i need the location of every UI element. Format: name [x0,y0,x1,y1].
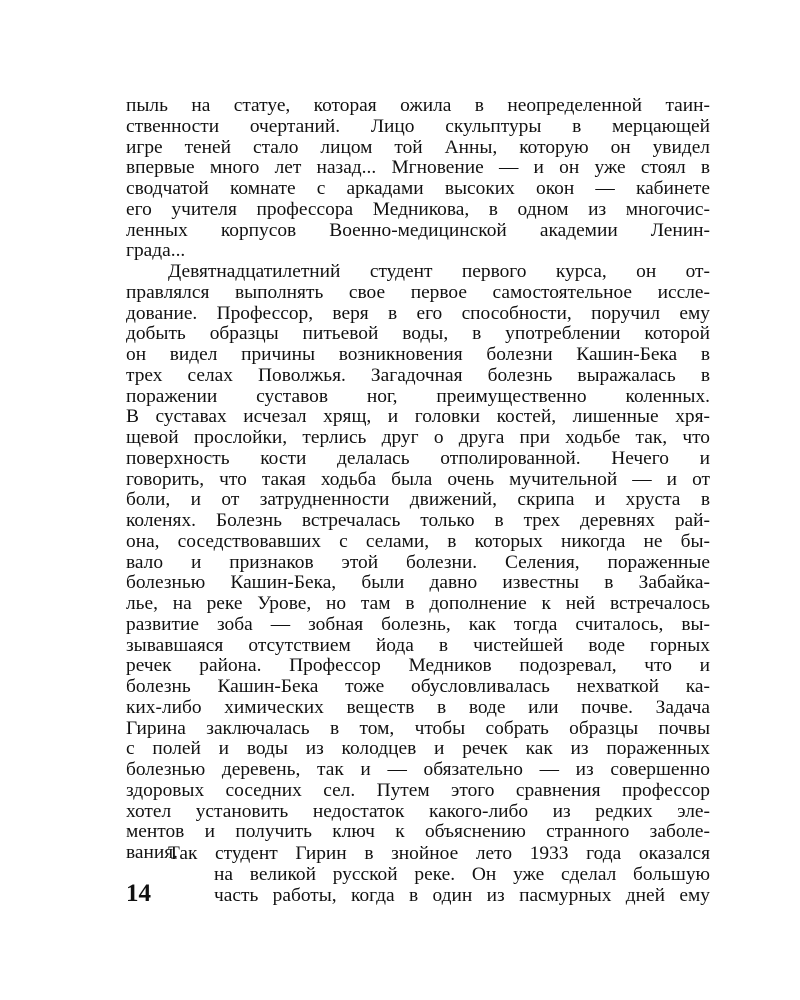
text-line: часть работы, когда в один из пасмурных дней ему [214,885,710,906]
text-line: града... [126,241,186,262]
closing-paragraph [126,844,710,906]
text-line: с полей и воды из колодцев и речек как из пораженных [126,739,710,760]
text-line: поверхность кости делалась отполированной. Нечего и [126,448,710,469]
text-line: поражении суставов ног, преимущественно коленных. [126,386,710,407]
text-line: щевой прослойки, терлись друг о друга при ходьбе так, что [126,428,710,448]
text-line: речек района. Профессор Медников подозревал, что и [126,656,710,677]
text-line: болезнью деревень, так и — обязательно — из совершенно [126,760,710,780]
text-line: зывавшаяся отсутствием йода в чистейшей воде горных [126,635,710,656]
text-line: боли, и от затрудненности движений, скрипа и хруста в [126,490,710,511]
page-number: 14 [126,880,151,907]
text-line: Девятнадцатилетний студент первого курса, он от- [168,262,710,282]
text-line: ких-либо химических веществ в воде или почве. Задача [126,697,710,718]
text-line: сводчатой комнате с аркадами высоких окон — кабинете [126,179,710,199]
text-line: вания. [126,843,179,863]
text-line: впервые много лет назад... Мгновение — и он уже стоял в [126,158,710,179]
text-line: он видел причины возникновения болезни Кашин-Бека в [126,345,710,365]
text-line: коленях. Болезнь встречалась только в трех деревнях рай- [126,511,710,531]
text-line: его учителя профессора Медникова, в одном из многочис- [126,199,710,220]
text-line: на великой русской реке. Он уже сделал большую [214,864,710,885]
text-line: ленных корпусов Военно-медицинской академии Ленин- [126,220,710,241]
text-line: болезнью Кашин-Бека, были давно известны в Забайка- [126,573,710,594]
text-line: говорить, что такая ходьба была очень мучительной — и от [126,469,710,490]
text-line: здоровых соседних сел. Путем этого сравнения профессор [126,780,710,801]
text-line: она, соседствовавших с селами, в которых никогда не бы- [126,531,710,552]
body-text [126,96,710,864]
text-line: болезнь Кашин-Бека тоже обусловливалась нехваткой ка- [126,677,710,697]
text-line: развитие зоба — зобная болезнь, как тогда считалось, вы- [126,614,710,635]
text-line: хотел установить недостаток какого-либо из редких эле- [126,801,710,822]
text-line: игре теней стало лицом той Анны, которую он увидел [126,137,710,158]
text-line: лье, на реке Урове, но там в дополнение к ней встречалось [126,594,710,614]
text-line: Гирина заключалась в том, чтобы собрать образцы почвы [126,718,710,739]
text-line: пыль на статуе, которая ожила в неопределенной таин- [126,96,710,116]
text-line: вало и признаков этой болезни. Селения, пораженные [126,552,710,573]
text-line: дование. Профессор, веря в его способности, поручил ему [126,303,710,324]
text-line: правлялся выполнять свое первое самостоятельное иссле- [126,282,710,303]
text-line: В суставах исчезал хрящ, и головки костей, лишенные хря- [126,407,710,428]
text-line: добыть образцы питьевой воды, в употреблении которой [126,324,710,345]
text-line: трех селах Поволжья. Загадочная болезнь выражалась в [126,365,710,386]
text-line: ментов и получить ключ к объяснению странного заболе- [126,822,710,843]
text-line: Так студент Гирин в знойное лето 1933 года оказался [168,844,710,864]
text-line: ственности очертаний. Лицо скульптуры в мерцающей [126,116,710,137]
